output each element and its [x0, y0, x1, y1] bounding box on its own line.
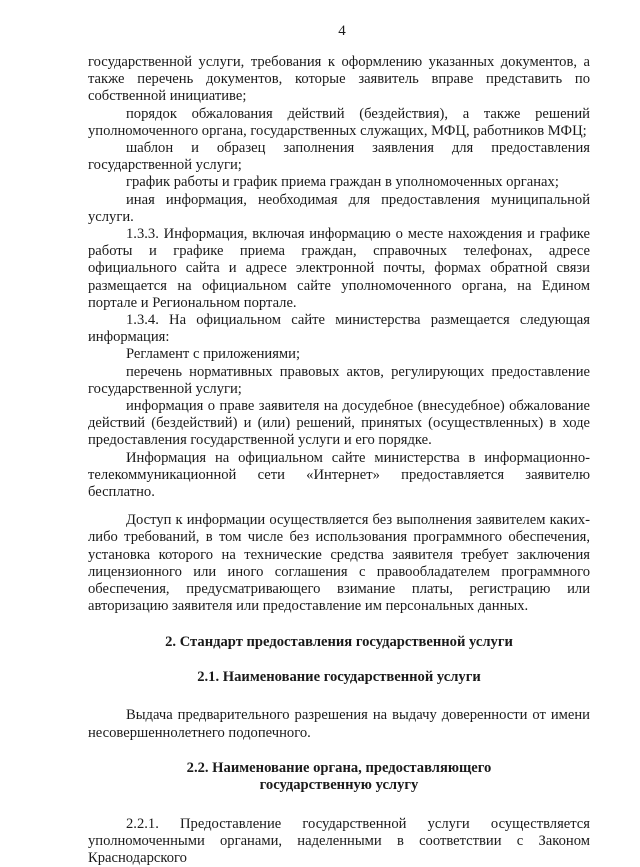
paragraph: перечень нормативных правовых актов, регулирующих предоставление государственной услуги; [88, 363, 590, 397]
paragraph: порядок обжалования действий (бездействия), а также решений уполномоченного органа, государственных служащих, МФЦ, работников МФЦ; [88, 105, 590, 139]
paragraph: 1.3.3. Информация, включая информацию о месте нахождения и графике работы и графике приема граждан, справочных телефонах, адресе официального сайта и адресе электронной почты, формах обратной связи размещается на официальном сайте уполномоченного органа, на Едином портале и Региональном портале. [88, 226, 590, 311]
section-2-1-heading: 2.1. Наименование государственной услуги [197, 668, 481, 685]
section-2-heading: 2. Стандарт предоставления государственной услуги [165, 633, 513, 650]
section-2-2-heading-line1: 2.2. Наименование органа, предоставляющего [186, 759, 492, 776]
paragraph-access: Доступ к информации осуществляется без выполнения заявителем каких-либо требований, в том числе без использования программного обеспечения, установка которого на технические средства заявителя требует заключения лицензионного или иного соглашения с правообладателем программного обеспечения, предусматривающего взимание платы, регистрацию или авторизацию заявителя или предоставление им персональных данных. [88, 512, 590, 615]
paragraph: информация о праве заявителя на досудебное (внесудебное) обжалование действий (бездействий) и (или) решений, принятых (осуществленных) в ходе предоставления государственной услуги и его порядке. [88, 398, 590, 449]
page-number: 4 [338, 23, 346, 39]
paragraph: график работы и график приема граждан в уполномоченных органах; [126, 174, 559, 191]
section-2-1-text: Выдача предварительного разрешения на выдачу доверенности от имени несовершеннолетнего подопечного. [88, 707, 590, 741]
paragraph: Информация на официальном сайте министерства в информационно-телекоммуникационной сети «Интернет» предоставляется заявителю бесплатно. [88, 449, 590, 501]
section-2-2-heading-line2: государственную услугу [259, 777, 419, 794]
paragraph: 1.3.4. На официальном сайте министерства размещается следующая информация: [88, 312, 590, 346]
paragraph: шаблон и образец заполнения заявления для предоставления государственной услуги; [88, 140, 590, 174]
document-body [88, 54, 590, 867]
section-2-2-heading [88, 760, 590, 795]
paragraph: иная информация, необходимая для предоставления муниципальной услуги. [88, 191, 590, 225]
paragraph: государственной услуги, требования к оформлению указанных документов, а также перечень документов, которые заявитель вправе представить по собственной инициативе; [88, 54, 590, 105]
paragraph: Регламент с приложениями; [126, 346, 301, 363]
section-2-2-1-text: 2.2.1. Предоставление государственной услуги осуществляется уполномоченными органами, наделенными в соответствии с Законом Краснодарского [88, 815, 590, 866]
